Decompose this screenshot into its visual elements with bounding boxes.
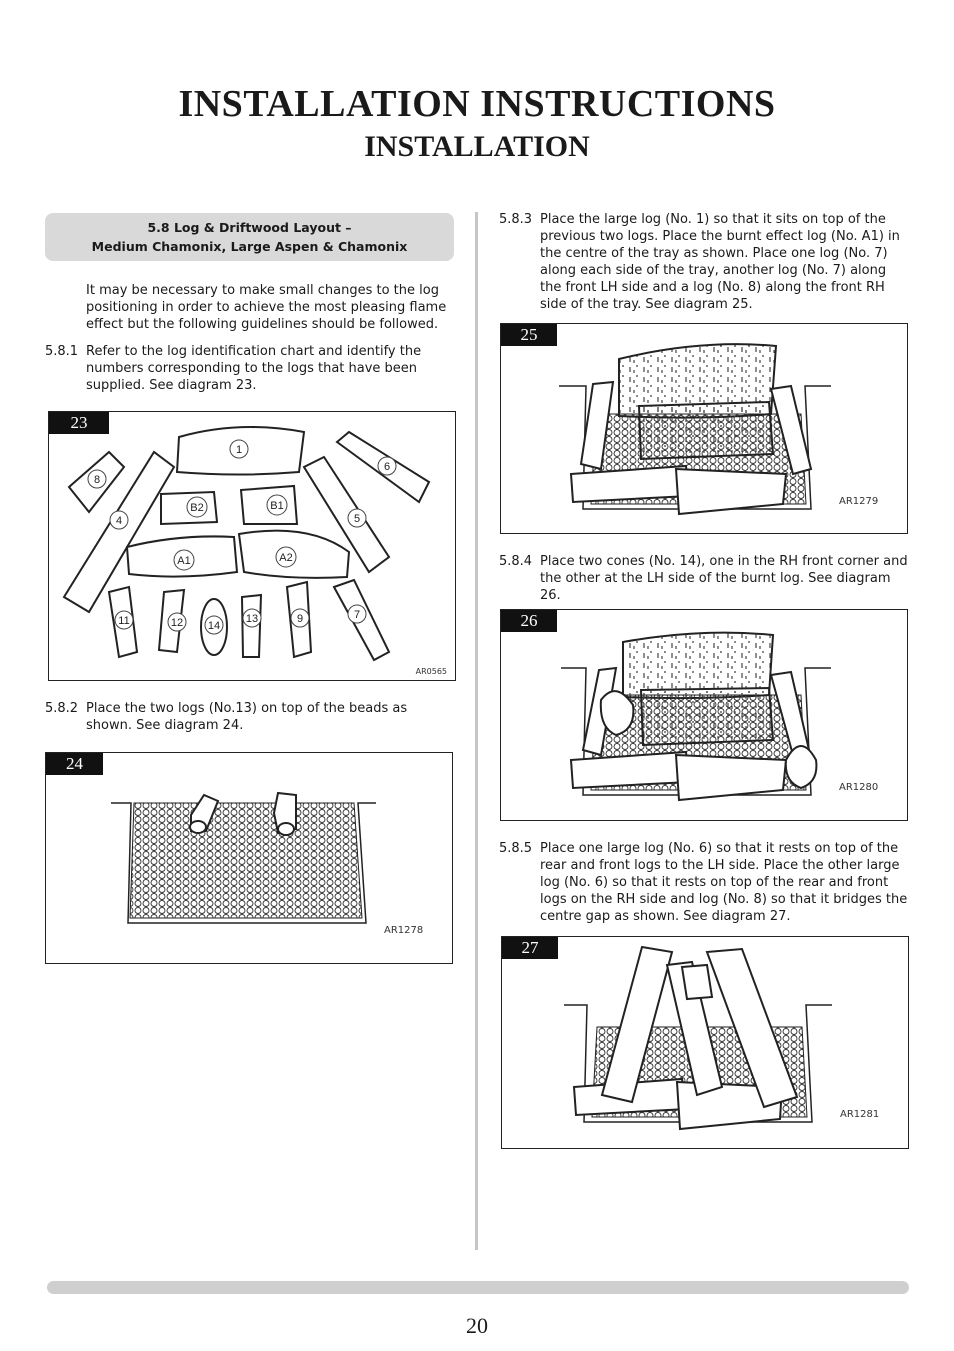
intro-paragraph: It may be necessary to make small changes to the log positioning in order to achieve the most pleasing flame effect but the following guidelines should be followed. — [86, 283, 447, 332]
diagram-label: 25 — [501, 324, 557, 346]
log-label-a2: A2 — [279, 552, 293, 564]
section-heading-line2: Medium Chamonix, Large Aspen & Chamonix — [91, 239, 408, 254]
diagram-code: AR1281 — [840, 1109, 880, 1120]
log-label-9: 9 — [296, 613, 304, 625]
diagram-code: AR1279 — [839, 496, 879, 507]
step-number: 5.8.3 — [499, 212, 533, 227]
step-text: Place one large log (No. 6) so that it rests on top of the rear and front logs to the LH side. Place the other large log (No. 6) so that it rests on top of the rear and front logs on the RH side and log (No. 8) so that it bridges the centre gap as shown. See diagram 27. — [540, 841, 908, 924]
diagram-label: 27 — [502, 937, 558, 959]
log-label-b2: B2 — [190, 502, 204, 514]
diagram-code: AR0565 — [415, 667, 447, 676]
step-text: Place the two logs (No.13) on top of the beads as shown. See diagram 24. — [86, 701, 408, 733]
section-heading-line1: 5.8 Log & Driftwood Layout – — [147, 220, 352, 235]
step-5-8-2 — [45, 700, 457, 736]
diagram-26 — [500, 609, 908, 821]
step-5-8-1 — [45, 343, 457, 395]
page-number: 20 — [466, 1313, 488, 1338]
log-label-14: 14 — [207, 620, 221, 632]
step-5-8-3 — [499, 211, 911, 315]
column-divider — [475, 212, 478, 1250]
page-subtitle: INSTALLATION — [364, 130, 590, 163]
diagram-27 — [501, 936, 909, 1149]
diagram-code: AR1280 — [839, 782, 879, 793]
log-label-11: 11 — [118, 615, 130, 627]
step-5-8-5 — [499, 840, 911, 926]
log-label-8: 8 — [93, 474, 101, 486]
page-title: INSTALLATION INSTRUCTIONS — [178, 83, 776, 125]
log-label-6: 6 — [383, 461, 391, 473]
section-heading — [45, 213, 454, 261]
step-text: Place the large log (No. 1) so that it sits on top of the previous two logs. Place the burnt effect log (No. A1) in the centre of the tray as shown. Place one log (No. 7) along each side of the tray, another log (No. 7) along the front LH side and a log (No. 8) along the front RH side of the tray. See diagram 25. — [540, 212, 900, 312]
diagram-25 — [500, 323, 908, 534]
step-number: 5.8.4 — [499, 554, 533, 569]
diagram-24 — [45, 752, 453, 964]
log-identification-chart — [49, 412, 454, 679]
diagram-23 — [48, 411, 456, 681]
diagram-label: 24 — [46, 753, 103, 775]
log-label-12: 12 — [170, 617, 184, 629]
diagram-label: 26 — [501, 610, 557, 632]
step-number: 5.8.2 — [45, 701, 79, 716]
log-label-5: 5 — [353, 513, 361, 525]
step-text: Place two cones (No. 14), one in the RH front corner and the other at the LH side of the burnt log. See diagram 26. — [540, 554, 908, 603]
footer-bar — [47, 1281, 909, 1294]
step-text: Refer to the log identification chart and identify the numbers corresponding to the logs that have been supplied. See diagram 23. — [86, 344, 422, 393]
log-label-1: 1 — [235, 444, 243, 456]
step-5-8-4 — [499, 553, 911, 603]
log-label-b1: B1 — [270, 500, 284, 512]
log-label-4: 4 — [115, 515, 123, 527]
log-label-13: 13 — [245, 613, 259, 625]
diagram-label: 23 — [49, 412, 109, 434]
diagram-code: AR1278 — [384, 925, 424, 936]
log-label-7: 7 — [353, 609, 361, 621]
step-number: 5.8.5 — [499, 841, 533, 856]
step-number: 5.8.1 — [45, 344, 79, 359]
log-label-a1: A1 — [177, 555, 191, 567]
